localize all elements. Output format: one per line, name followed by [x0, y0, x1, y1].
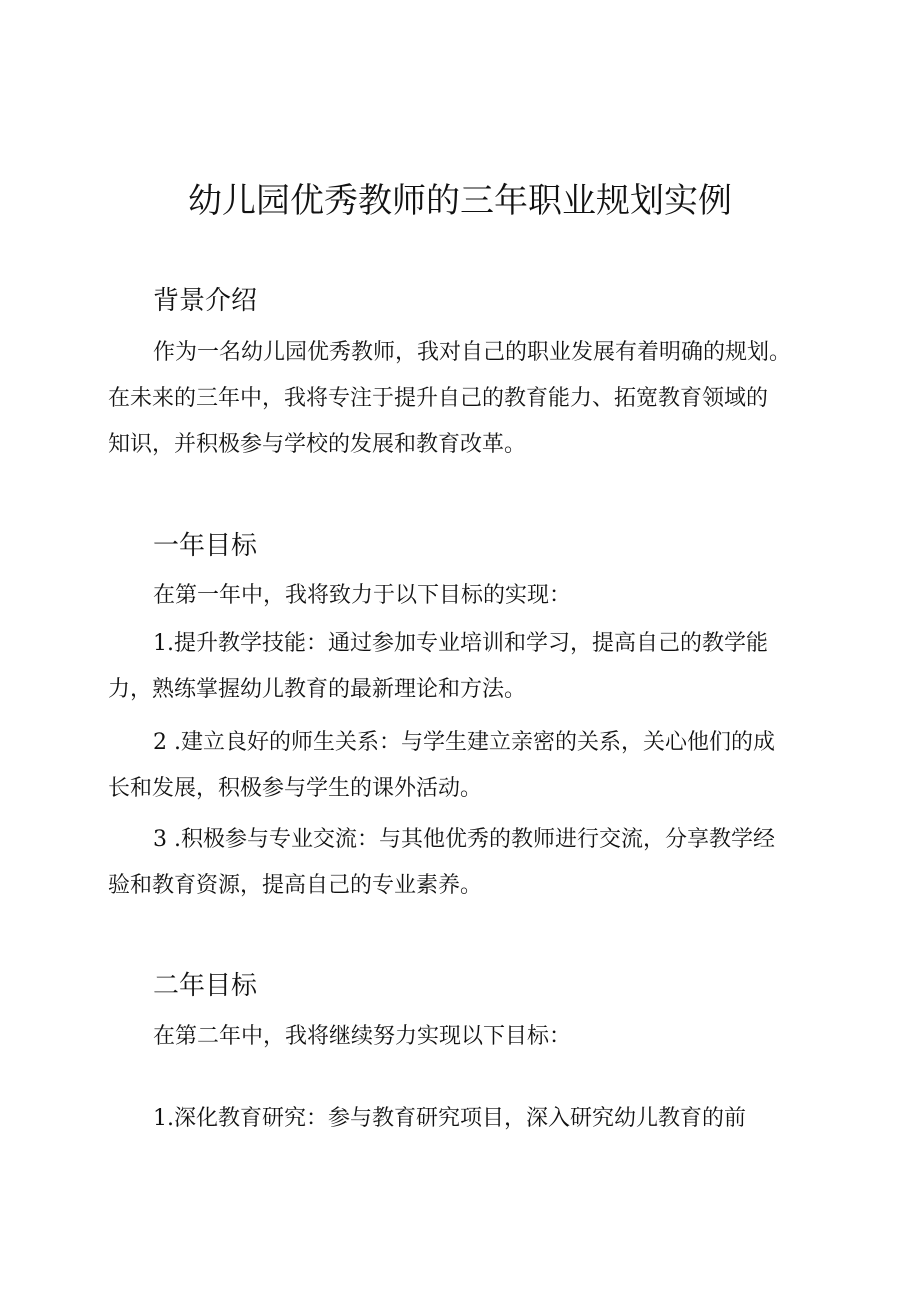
year-one-item-3	[108, 817, 820, 909]
background-paragraph	[108, 330, 820, 468]
section-heading-year-two: 二年目标	[153, 971, 258, 1001]
year-two-item-1	[108, 1096, 820, 1142]
document-title: 幼儿园优秀教师的三年职业规划实例	[188, 181, 732, 221]
list-item-line: 1.深化教育研究：参与教育研究项目，深入研究幼儿教育的前	[153, 1106, 746, 1131]
paragraph-line: 作为一名幼儿园优秀教师，我对自己的职业发展有着明确的规划。	[153, 340, 792, 365]
list-item-line: 2 .建立良好的师生关系：与学生建立亲密的关系，关心他们的成	[153, 730, 775, 755]
year-two-intro	[108, 1014, 820, 1060]
list-item-line: 长和发展，积极参与学生的课外活动。	[108, 776, 483, 801]
intro-line: 在第一年中，我将致力于以下目标的实现：	[153, 583, 572, 608]
paragraph-line: 在未来的三年中，我将专注于提升自己的教育能力、拓宽教育领域的	[108, 386, 769, 411]
intro-line: 在第二年中，我将继续努力实现以下目标：	[153, 1024, 572, 1049]
list-item-line: 验和教育资源，提高自己的专业素养。	[108, 873, 483, 898]
paragraph-line: 知识，并积极参与学校的发展和教育改革。	[108, 432, 527, 457]
year-one-intro	[108, 573, 820, 619]
year-one-item-2	[108, 720, 820, 812]
section-heading-background: 背景介绍	[153, 286, 258, 316]
list-item-line: 1.提升教学技能：通过参加专业培训和学习，提高自己的教学能	[153, 631, 768, 656]
year-one-item-1	[108, 621, 820, 713]
section-heading-year-one: 一年目标	[153, 531, 258, 561]
list-item-line: 3 .积极参与专业交流：与其他优秀的教师进行交流，分享教学经	[153, 827, 775, 852]
list-item-line: 力，熟练掌握幼儿教育的最新理论和方法。	[108, 677, 527, 702]
